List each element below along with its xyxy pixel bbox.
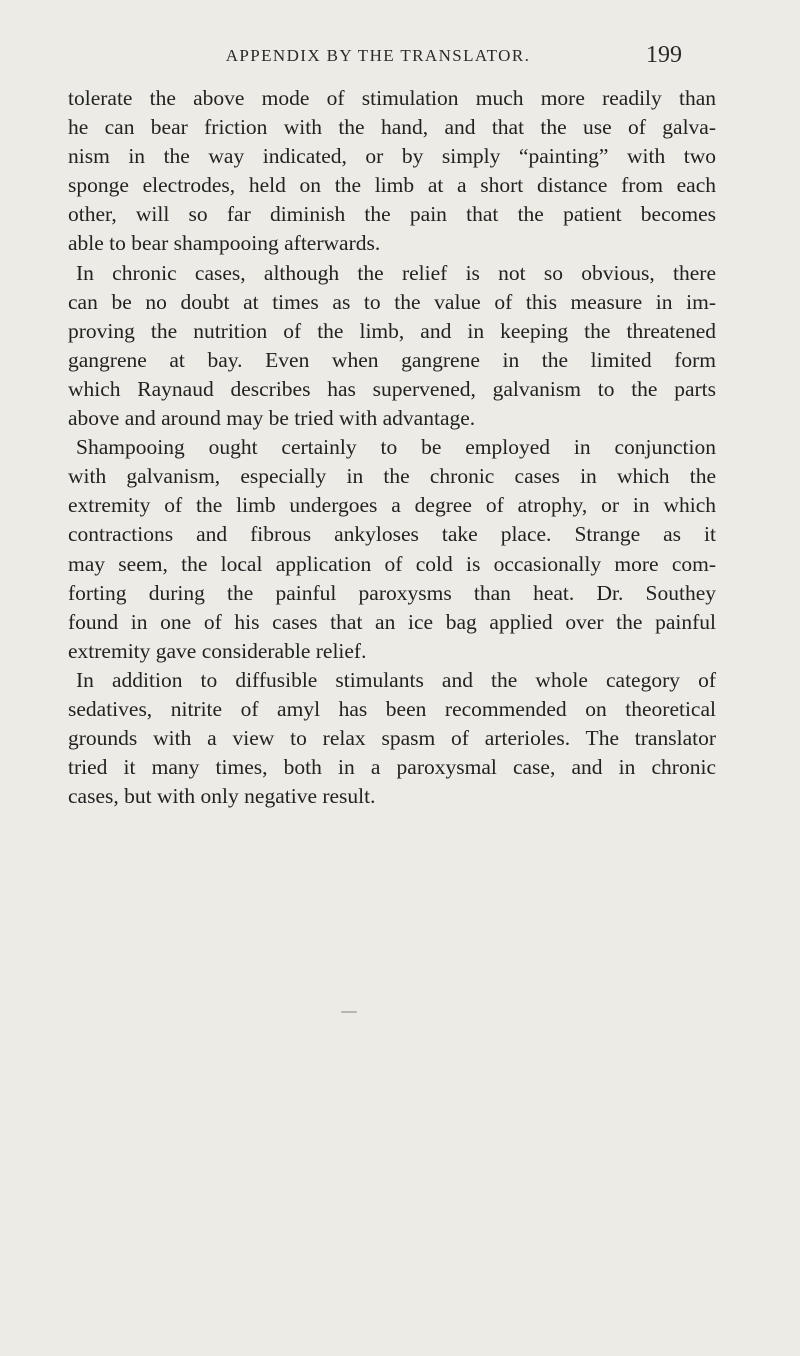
text-line: extremity gave considerable relief.	[68, 638, 367, 663]
text-line: cases, but with only negative result.	[68, 784, 376, 809]
text-line: able to bear shampooing afterwards.	[68, 231, 381, 256]
text-line: sponge electrodes, held on the limb at a short distance from each	[68, 173, 716, 198]
text-line: tried it many times, both in a paroxysmal case, and in chronic	[68, 755, 716, 780]
text-line: he can bear friction with the hand, and that the use of galva-	[68, 115, 716, 140]
text-line: above and around may be tried with advantage.	[68, 406, 476, 431]
text-line: extremity of the limb undergoes a degree of atrophy, or in which	[68, 493, 716, 518]
text-line: gangrene at bay. Even when gangrene in the limited form	[68, 347, 716, 372]
text-line: proving the nutrition of the limb, and in keeping the threatened	[68, 318, 716, 343]
body-text	[68, 84, 716, 811]
text-line: can be no doubt at times as to the value of this measure in im-	[68, 289, 716, 314]
text-line: contractions and fibrous ankyloses take place. Strange as it	[68, 522, 716, 547]
page-number: 199	[646, 42, 682, 68]
text-line: In addition to diffusible stimulants and the whole category of	[76, 667, 716, 692]
ink-smudge	[341, 1011, 357, 1013]
text-line: forting during the painful paroxysms than heat. Dr. Southey	[68, 580, 716, 605]
text-line: which Raynaud describes has supervened, galvanism to the parts	[68, 376, 716, 401]
text-line: tolerate the above mode of stimulation much more readily than	[68, 86, 716, 110]
text-line: other, will so far diminish the pain that the patient becomes	[68, 202, 716, 227]
text-line: In chronic cases, although the relief is not so obvious, there	[76, 260, 716, 285]
text-line: Shampooing ought certainly to be employed in conjunction	[76, 435, 716, 460]
text-line: nism in the way indicated, or by simply “painting” with two	[68, 144, 716, 169]
text-line: may seem, the local application of cold is occasionally more com-	[68, 551, 716, 576]
text-line: grounds with a view to relax spasm of arterioles. The translator	[68, 726, 716, 751]
running-head: APPENDIX BY THE TRANSLATOR.	[225, 46, 531, 65]
text-line: sedatives, nitrite of amyl has been recommended on theoretical	[68, 696, 716, 721]
text-line: found in one of his cases that an ice bag applied over the painful	[68, 609, 716, 634]
text-line: with galvanism, especially in the chronic cases in which the	[68, 464, 716, 489]
